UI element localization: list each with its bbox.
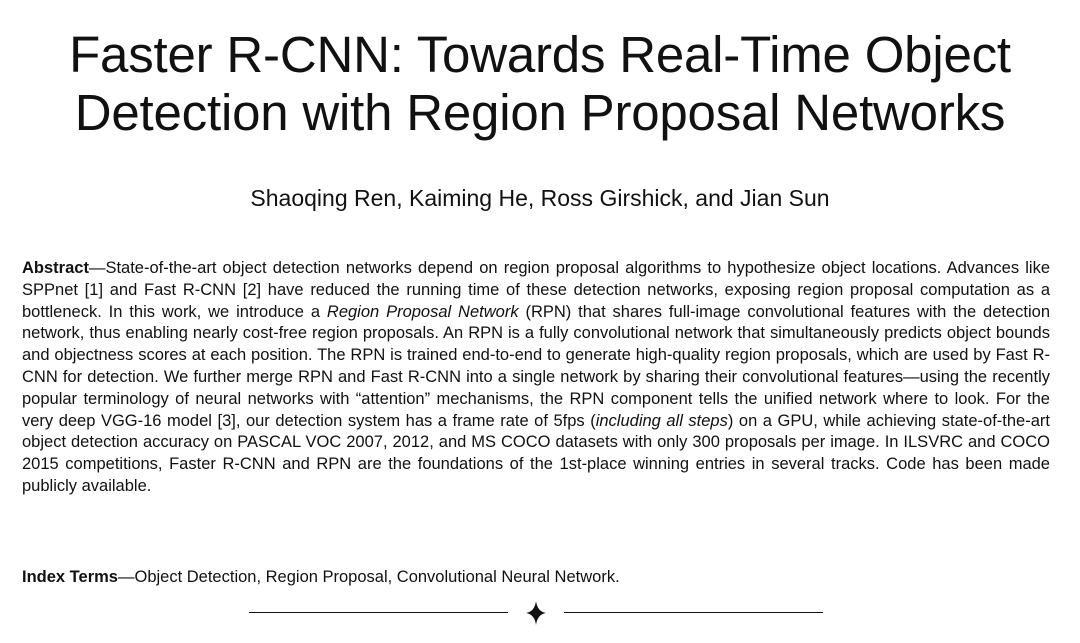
abstract-text-3: ) on a GPU, while achieving state-of-the-art object detection accuracy on PASCAL VOC 2007, 2012, and MS COCO datasets with only 300 proposals per image. In ILSVRC and COCO 2015 competitions, Faster R-CNN and RPN are the foundations of the 1st-place winning entries in several tracks. Code has been made publicly available. [22,411,1050,495]
four-point-star-icon [525,600,547,626]
paper-title [0,26,1080,142]
abstract-rpn-term: Region Proposal Network [326,302,519,321]
index-terms-text: Object Detection, Region Proposal, Convolutional Neural Network. [134,568,620,586]
abstract-steps-term: including all steps [595,411,728,430]
abstract-label: Abstract [22,259,89,277]
index-terms [22,566,1050,588]
section-divider [0,600,1080,626]
abstract-text-2: (RPN) that shares full-image convolutional features with the detection network, thus enabling nearly cost-free region proposals. An RPN is a fully convolutional network that simultaneously predicts object bounds and objectness scores at each position. The RPN is trained end-to-end to generate high-quality region proposals, which are used by Fast R-CNN for detection. We further merge RPN and Fast R-CNN into a single network by sharing their convolutional features—using the recently popular terminology of neural networks with “attention” mechanisms, the RPN component tells the unified network where to look. For the very deep VGG-16 model [3], our detection system has a frame rate of 5fps ( [22,302,1050,430]
index-terms-label: Index Terms [22,568,118,586]
abstract-dash: — [88,259,106,277]
title-line-2: Detection with Region Proposal Networks [74,84,1006,141]
index-terms-dash: — [117,568,135,586]
abstract [22,258,1050,498]
title-line-1: Faster R-CNN: Towards Real-Time Object [69,26,1011,83]
divider-rule-right [564,612,823,613]
divider-rule-left [249,612,508,613]
abstract-text-1: State-of-the-art object detection networks depend on region proposal algorithms to hypothesize object locations. Advances like SPPnet [1] and Fast R-CNN [2] have reduced the running time of these detection networks, exposing region proposal computation as a bottleneck. In this work, we introduce a [22,259,1050,321]
author-list: Shaoqing Ren, Kaiming He, Ross Girshick, and Jian Sun [250,185,830,211]
